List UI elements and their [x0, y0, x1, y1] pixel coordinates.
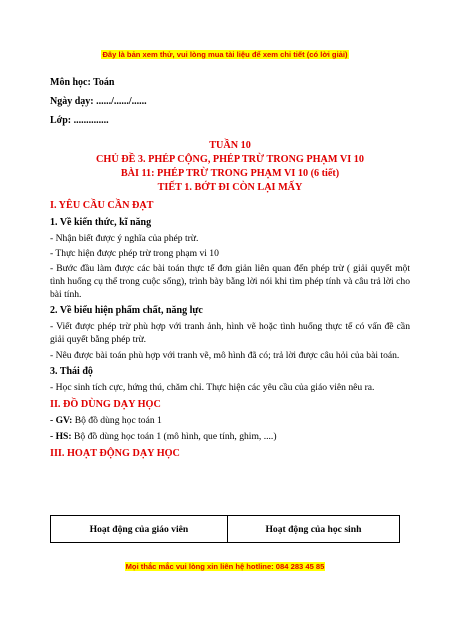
qualities-subtitle: 2. Về biểu hiện phẩm chất, năng lực [50, 305, 203, 316]
hotline-banner [0, 562, 450, 571]
knowledge-item: - Thực hiện được phép trừ trong phạm vi 10 [50, 248, 219, 259]
class-line: Lớp: .............. [50, 115, 109, 126]
section-materials-title: II. ĐỒ DÙNG DẠY HỌC [50, 399, 161, 410]
teacher-label: - GV: [50, 415, 73, 426]
activities-table [50, 515, 400, 543]
period-heading: TIẾT 1. BỚT ĐI CÒN LẠI MẤY [157, 182, 303, 193]
teacher-materials-text: Bộ đồ dùng học toán 1 [72, 415, 162, 426]
student-activity-header: Hoạt động của học sinh [227, 516, 399, 543]
week-heading: TUẦN 10 [209, 140, 251, 151]
hotline-text: Mọi thắc mắc vui lòng xin liên hệ hotline: 084 283 45 85 [125, 562, 325, 571]
qualities-item: - Viết được phép trừ phù hợp với tranh ảnh, hình vẽ hoặc tình huống thực tế có vấn đề cần giải quyết bằng phép trừ. [50, 321, 410, 345]
knowledge-skills-subtitle: 1. Về kiến thức, kĩ năng [50, 217, 152, 228]
teacher-materials-line [50, 414, 410, 427]
attitude-item: - Học sinh tích cực, hứng thú, chăm chỉ. Thực hiện các yêu cầu của giáo viên nêu ra. [50, 382, 375, 393]
subject-line: Môn học: Toán [50, 77, 115, 88]
section-requirements-title: I. YÊU CẦU CẦN ĐẠT [50, 200, 154, 211]
topic-heading: CHỦ ĐỀ 3. PHÉP CỘNG, PHÉP TRỪ TRONG PHẠM VI 10 [96, 154, 364, 165]
section-activities-title: III. HOẠT ĐỘNG DẠY HỌC [50, 448, 180, 459]
teacher-activity-header: Hoạt động của giáo viên [51, 516, 228, 543]
lesson-heading: BÀI 11: PHÉP TRỪ TRONG PHẠM VI 10 (6 tiết) [120, 168, 340, 179]
preview-notice-banner [0, 50, 450, 59]
knowledge-item: - Nhận biết được ý nghĩa của phép trừ. [50, 233, 199, 244]
lesson-plan-content [50, 70, 410, 461]
date-line: Ngày dạy: ....../....../...... [50, 96, 147, 107]
student-label: - HS: [50, 431, 72, 442]
knowledge-item: - Bước đầu làm được các bài toán thực tế đơn giản liên quan đến phép trừ ( giải quyết một tình huống cụ thể trong cuộc sống), trình bày bằng lời nói khi tìm phép tính và câu trả lời cho bài tính. [50, 263, 410, 300]
qualities-item: - Nêu được bài toán phù hợp với tranh vẽ, mô hình đã có; trả lời được câu hỏi của bài toán. [50, 350, 400, 361]
student-materials-text: Bộ đồ dùng học toán 1 (mô hình, que tính, ghim, ....) [71, 431, 277, 442]
preview-notice-text: Đây là bản xem thử, vui lòng mua tài liệu để xem chi tiết (có lời giải) [102, 50, 348, 59]
attitude-subtitle: 3. Thái độ [50, 366, 93, 377]
table-header-row [51, 516, 400, 543]
student-materials-line [50, 430, 410, 443]
